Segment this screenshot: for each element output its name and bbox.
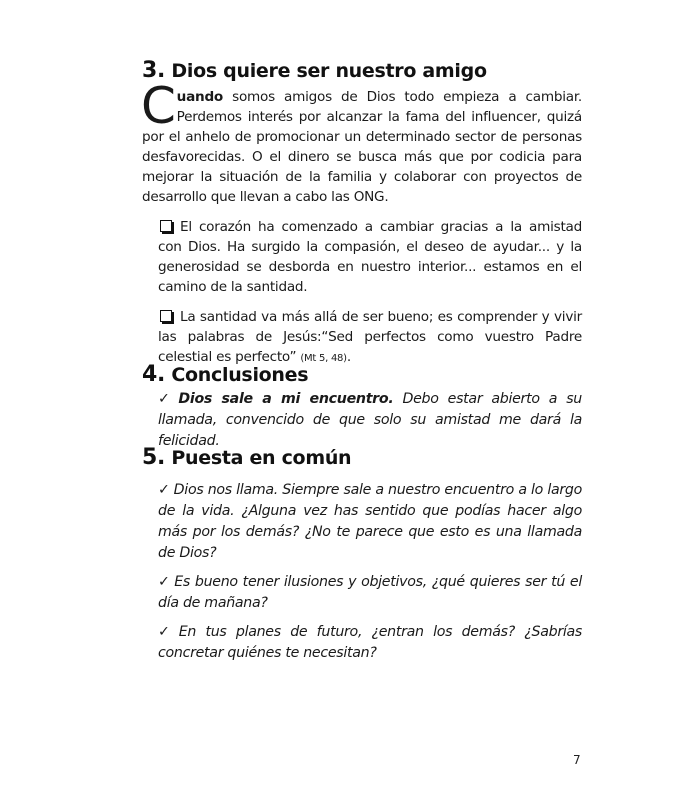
page-number: 7 [573,753,581,767]
discussion-text: Es bueno tener ilusiones y objetivos, ¿qué quieres ser tú el día de mañana? [158,574,582,611]
box-item [158,307,582,369]
checkmark-icon: ✓ [158,391,175,407]
section-4 [142,362,582,452]
discussion-item [158,622,582,664]
lead-word: uando [176,89,224,105]
section-3-paragraph [141,77,582,207]
section-3 [142,58,582,369]
section-3-number: 3. [142,58,166,83]
section-4-heading [142,362,582,387]
box-item-text: El corazón ha comenzado a cambiar gracias a la amistad con Dios. Ha surgido la compasión, el deseo de ayudar... y la generosidad se desborda en nuestro interior... estamos en el camino de la santidad. [158,219,582,295]
discussion-text: En tus planes de futuro, ¿entran los demás? ¿Sabrías concretar quiénes te necesitan? [158,624,583,661]
discussion-item [158,480,582,564]
checkbox-icon [160,310,172,322]
conclusion-text: Debo estar abierto a su llamada, convencido de que solo su amistad me dará la felicidad. [158,391,582,449]
section-5-heading [142,445,582,470]
section-3-title: Dios quiere ser nuestro amigo [171,60,487,82]
checkmark-icon: ✓ [158,574,171,590]
paragraph-text: somos amigos de Dios todo empieza a cambiar. Perdemos interés por alcanzar la fama del influencer, quizá por el anhelo de promocionar un determinado sector de personas desfavorecidas. O el dinero se busca más que por codicia para mejorar la situación de la familia y colaborar con proyectos de desarrollo que llevan a cabo las ONG. [142,89,582,205]
conclusion-lead: Dios sale a mi encuentro. [178,391,394,407]
checkbox-icon [160,220,172,232]
conclusion-item [158,389,582,452]
section-4-title: Conclusiones [171,364,309,386]
section-5-title: Puesta en común [171,447,352,469]
box-item-text: La santidad va más allá de ser bueno; es comprender y vivir las palabras de Jesús:“Sed perfectos como vuestro Padre celestial es perfecto” [158,309,582,365]
discussion-item [158,572,582,614]
discussion-text: Dios nos llama. Siempre sale a nuestro encuentro a lo largo de la vida. ¿Alguna vez has sentido que podías hacer algo más por los demás? ¿No te parece que esto es una llamada de Dios? [158,482,582,561]
bible-reference: (Mt 5, 48) [300,353,347,364]
section-3-heading [142,58,582,83]
drop-cap: C [141,77,176,135]
checkmark-icon: ✓ [158,482,170,498]
box-item-end: . [346,349,351,365]
section-4-number: 4. [142,362,166,387]
box-item [158,217,582,297]
checkmark-icon: ✓ [158,624,175,640]
section-5 [142,445,582,664]
section-5-number: 5. [142,445,166,470]
